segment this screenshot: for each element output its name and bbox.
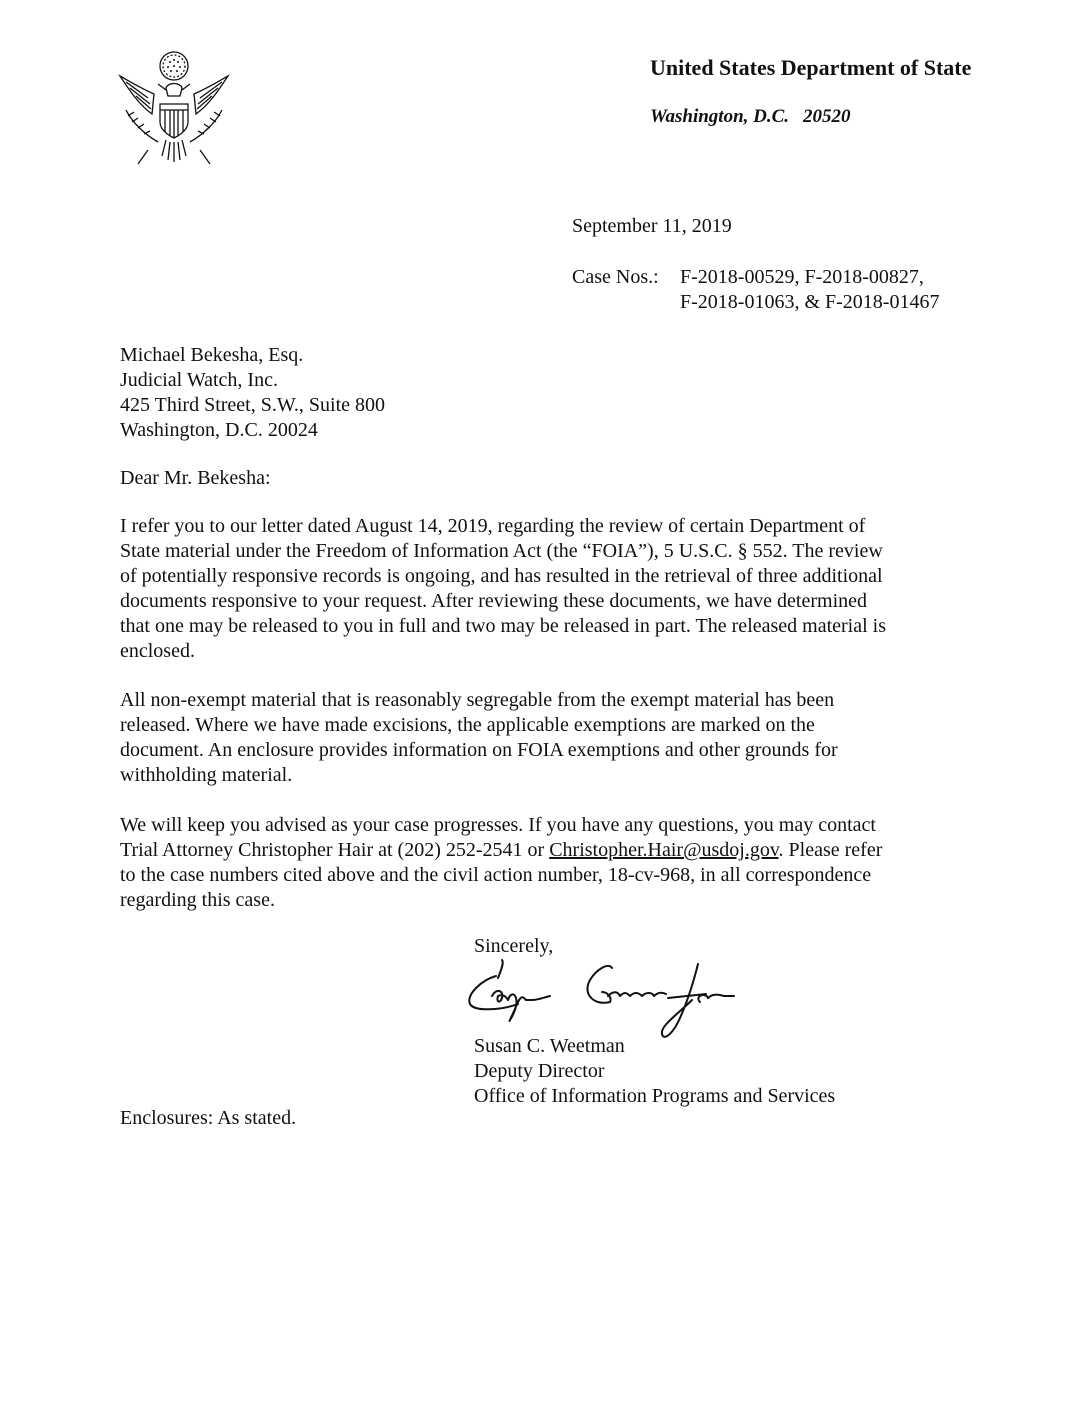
paragraph-line: enclosed. [120, 640, 195, 662]
contact-text: Trial Attorney Christopher Hair at (202) 252-2541 or [120, 839, 550, 861]
signer-office: Office of Information Programs and Services [474, 1085, 836, 1107]
paragraph-line: State material under the Freedom of Information Act (the “FOIA”), 5 U.S.C. § 552. The review [120, 540, 883, 562]
enclosures-note: Enclosures: As stated. [120, 1107, 297, 1129]
letterhead-address [650, 106, 851, 128]
paragraph-line: withholding material. [120, 764, 293, 786]
letterhead-organization: United States Department of State [650, 55, 972, 80]
case-numbers-label: Case Nos.: [572, 266, 659, 288]
paragraph-line: document. An enclosure provides information on FOIA exemptions and other grounds for [120, 739, 838, 761]
paragraph-1 [120, 514, 960, 664]
paragraph-line: All non-exempt material that is reasonably segregable from the exempt material has been [120, 689, 835, 711]
signer-name: Susan C. Weetman [474, 1035, 625, 1057]
paragraph-line: released. Where we have made excisions, the applicable exemptions are marked on the [120, 714, 815, 736]
paragraph-line: We will keep you advised as your case progresses. If you have any questions, you may contact [120, 814, 876, 836]
paragraph-line [120, 838, 960, 863]
recipient-name: Michael Bekesha, Esq. [120, 344, 304, 366]
paragraph-2 [120, 688, 960, 788]
email-link[interactable]: Christopher.Hair@usdoj.gov [549, 839, 779, 861]
paragraph-3 [120, 813, 960, 913]
letterhead-zip: 20520 [803, 106, 851, 127]
signer-title: Deputy Director [474, 1060, 605, 1082]
salutation: Dear Mr. Bekesha: [120, 467, 271, 489]
paragraph-line: I refer you to our letter dated August 14, 2019, regarding the review of certain Department of [120, 515, 866, 537]
signer-block [474, 1034, 835, 1109]
contact-text-after: . Please refer [778, 839, 883, 861]
handwritten-signature [462, 958, 762, 1046]
case-numbers-line1: F-2018-00529, F-2018-00827, [680, 266, 924, 288]
paragraph-line: documents responsive to your request. After reviewing these documents, we have determined [120, 590, 868, 612]
great-seal-icon [118, 48, 230, 166]
paragraph-line: that one may be released to you in full and two may be released in part. The released material is [120, 615, 887, 637]
recipient-address [120, 343, 385, 443]
case-numbers-line2: F-2018-01063, & F-2018-01467 [680, 291, 940, 313]
paragraph-line: of potentially responsive records is ongoing, and has resulted in the retrieval of three additional [120, 565, 883, 587]
paragraph-line: regarding this case. [120, 889, 275, 911]
recipient-city: Washington, D.C. 20024 [120, 419, 318, 441]
paragraph-line: to the case numbers cited above and the civil action number, 18-cv-968, in all correspondence [120, 864, 872, 886]
closing-sincerely: Sincerely, [474, 935, 554, 957]
recipient-organization: Judicial Watch, Inc. [120, 369, 278, 391]
recipient-street: 425 Third Street, S.W., Suite 800 [120, 394, 385, 416]
case-numbers [572, 265, 939, 315]
letter-date: September 11, 2019 [572, 215, 732, 237]
letterhead-city: Washington, D.C. [650, 106, 790, 127]
